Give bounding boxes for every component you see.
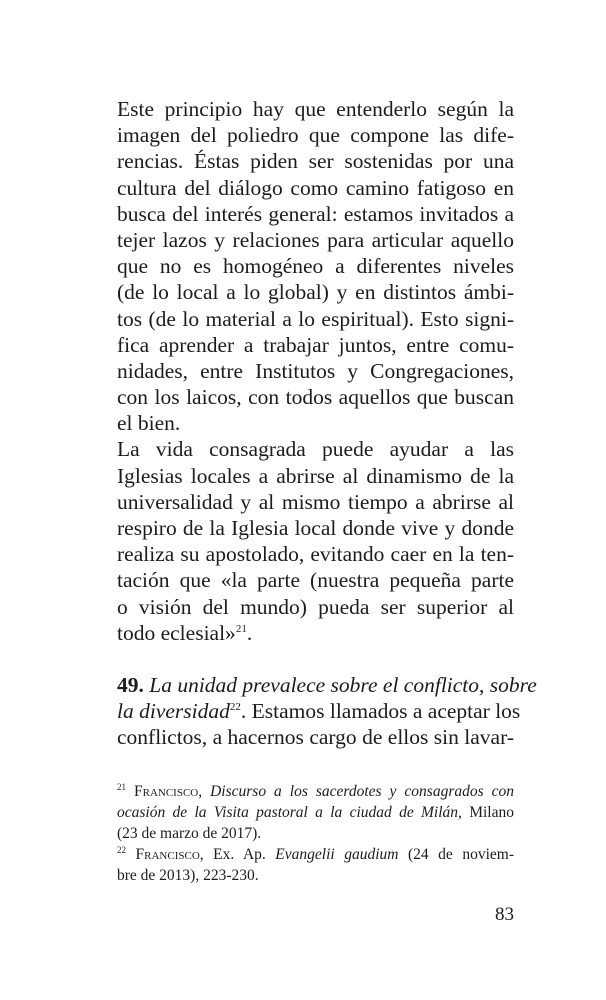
text-line: busca del interés general: estamos invitados a — [117, 201, 514, 226]
footnote-title: ocasión de la Visita pastoral a la ciudad de Milán, — [117, 803, 462, 821]
text-line — [117, 620, 514, 646]
text-line: tación que «la parte (nuestra pequeña parte — [117, 568, 514, 593]
text-line: tos (de lo material a lo espiritual). Esto signi- — [117, 306, 514, 331]
page-number: 83 — [495, 904, 514, 925]
section-49 — [117, 672, 537, 751]
paragraph-2 — [117, 436, 514, 646]
footnote-ref-22: 22 — [229, 701, 241, 714]
text-line: universalidad y al mismo tiempo a abrirse al — [117, 489, 514, 514]
text-line: tejer lazos y relaciones para articular aquello — [117, 227, 514, 252]
text-span: . Estamos llamados a aceptar los — [240, 699, 521, 724]
section-title: La unidad prevalece sobre el conflicto, sobre — [149, 672, 537, 697]
text-line: o visión del mundo) pueda ser superior al — [117, 594, 514, 619]
text-line: con los laicos, con todos aquellos que buscan — [117, 385, 514, 410]
text-line: imagen del poliedro que compone las dife- — [117, 123, 514, 148]
text-span: (24 de noviem- — [398, 845, 514, 863]
text-line — [117, 698, 521, 724]
text-line: La vida consagrada puede ayudar a las — [117, 437, 514, 462]
footnote-21 — [117, 781, 514, 802]
text-line: realiza su apostolado, evitando caer en la ten- — [117, 542, 514, 567]
footnote-ref-21: 21 — [235, 622, 247, 635]
footnote-author: Francisco, — [135, 845, 204, 863]
text-line: el bien. — [117, 411, 181, 436]
footnote-22 — [117, 844, 514, 865]
text-line: nidades, entre Institutos y Congregaciones, — [117, 358, 514, 383]
footnote-line — [117, 802, 514, 823]
paragraph-1 — [117, 96, 514, 436]
text-span: . — [246, 620, 253, 645]
page-body — [117, 96, 537, 886]
text-line: cultura del diálogo como camino fatigoso en — [117, 175, 514, 200]
section-heading-line — [117, 672, 537, 698]
text-line: fica aprender a trabajar juntos, entre comu- — [117, 332, 514, 357]
footnote-number: 22 — [117, 844, 126, 855]
footnotes — [117, 781, 514, 886]
footnote-line: bre de 2013), 223-230. — [117, 866, 259, 884]
footnote-title: Discurso a los sacerdotes y consagrados con — [210, 782, 515, 800]
paragraph-gap — [117, 646, 514, 672]
text-span: Milano — [461, 803, 514, 821]
text-line: respiro de la Iglesia local donde vive y donde — [117, 516, 514, 540]
footnote-title: Evangelii gaudium — [275, 845, 399, 863]
footnote-number: 21 — [117, 781, 126, 792]
text-line: Iglesias locales a abrirse al dinamismo de la — [117, 463, 514, 488]
text-line: que no es homogéneo a diferentes niveles — [117, 254, 514, 279]
text-line: rencias. Éstas piden ser sostenidas por una — [117, 149, 514, 174]
text-span: Ex. Ap. — [203, 845, 276, 863]
section-number: 49. — [117, 672, 144, 697]
text-line: (de lo local a lo global) y en distintos ámbi- — [117, 280, 514, 305]
footnote-line: (23 de marzo de 2017). — [117, 824, 262, 842]
text-span: todo eclesial» — [117, 620, 236, 645]
footnote-author: Francisco, — [133, 782, 203, 800]
section-title: la diversidad — [117, 699, 230, 724]
footnote-separator — [117, 751, 514, 781]
text-line: conflictos, a hacernos cargo de ellos sin lavar- — [117, 725, 514, 750]
text-line: Este principio hay que entenderlo según la — [117, 97, 514, 121]
